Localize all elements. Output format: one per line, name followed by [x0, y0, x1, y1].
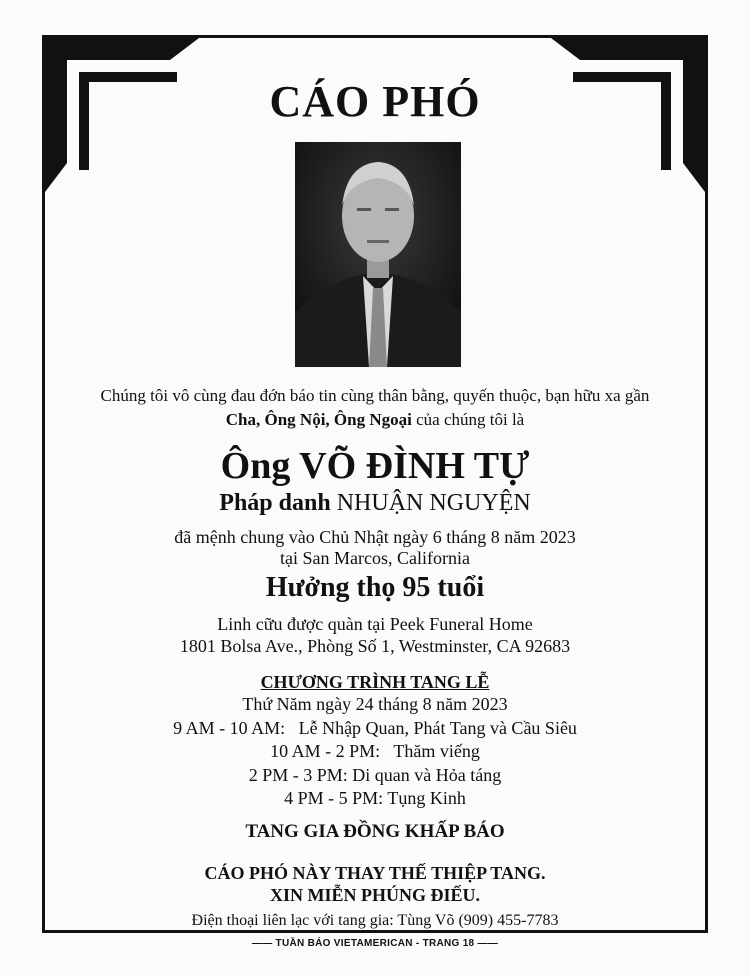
schedule-item: 10 AM - 2 PM: Thăm viếng	[270, 741, 480, 761]
intro-line-2	[45, 410, 705, 430]
schedule-item: 2 PM - 3 PM: Di quan và Hỏa táng	[248, 765, 502, 785]
family-announcement: TANG GIA ĐỒNG KHẤP BÁO	[245, 821, 505, 842]
portrait-photo	[295, 142, 461, 367]
passed-line-2: tại San Marcos, California	[280, 548, 470, 568]
dharma-name-line	[45, 490, 705, 517]
program-title: CHƯƠNG TRÌNH TANG LỄ	[260, 672, 490, 692]
dharma-prefix: Pháp danh	[219, 490, 337, 516]
passed-line-1: đã mệnh chung vào Chủ Nhật ngày 6 tháng 8 năm 2023	[174, 527, 576, 547]
closing-note-line-1: CÁO PHÓ NÀY THAY THẾ THIỆP TANG.	[204, 863, 546, 883]
notice-title: CÁO PHÓ	[269, 77, 481, 126]
intro-line-1: Chúng tôi vô cùng đau đớn báo tin cùng thân bằng, quyến thuộc, bạn hữu xa gần	[100, 386, 650, 405]
obituary-frame	[42, 35, 708, 933]
closing-note-line-2: XIN MIỄN PHÚNG ĐIẾU.	[269, 885, 480, 905]
dharma-name: NHUẬN NGUYỆN	[336, 490, 531, 516]
relation-titles: Cha, Ông Nội, Ông Ngoại	[225, 410, 412, 429]
intro-line-2-rest: của chúng tôi là	[411, 410, 525, 429]
funeral-home-line-1: Linh cữu được quàn tại Peek Funeral Home	[217, 614, 533, 634]
deceased-name: Ông VÕ ĐÌNH TỰ	[220, 445, 530, 487]
program-date: Thứ Năm ngày 24 tháng 8 năm 2023	[242, 694, 508, 714]
page-footer: —— TUẦN BÁO VIETAMERICAN - TRANG 18 ——	[251, 938, 499, 949]
age-line: Hưởng thọ 95 tuổi	[265, 572, 485, 603]
schedule-item: 9 AM - 10 AM: Lễ Nhập Quan, Phát Tang và Cầu Siêu	[173, 718, 577, 738]
schedule-item: 4 PM - 5 PM: Tụng Kinh	[284, 788, 466, 808]
funeral-home-line-2: 1801 Bolsa Ave., Phòng Số 1, Westminster, CA 92683	[179, 636, 571, 656]
contact-line: Điện thoại liên lạc với tang gia: Tùng Võ (909) 455-7783	[191, 912, 559, 929]
